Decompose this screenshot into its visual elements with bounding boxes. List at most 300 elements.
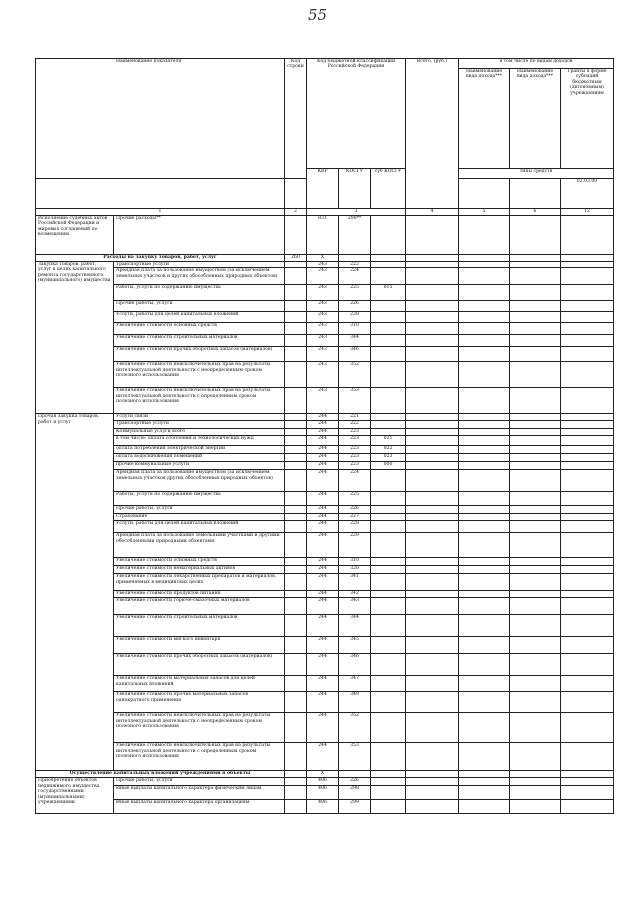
row-name: Увеличение стоимости прочих оборотных запасов (материалов) <box>114 654 285 676</box>
empty-cell <box>510 676 561 692</box>
empty-cell <box>406 637 459 654</box>
row-name: Увеличение стоимости материальных запасов для целей капитальных вложений <box>114 676 285 692</box>
empty-cell <box>285 362 307 388</box>
row-kosgu: 221 <box>339 414 371 421</box>
row-kvr: 244 <box>307 591 339 598</box>
row-name: Прочие работы, услуги <box>114 301 285 312</box>
row-sub-kosgu <box>371 301 406 312</box>
empty-cell <box>459 335 510 347</box>
empty-cell <box>510 713 561 743</box>
empty-cell <box>561 778 614 786</box>
row-kosgu: 341 <box>339 574 371 591</box>
row-kosgu: 223 <box>339 446 371 454</box>
empty-cell <box>406 533 459 558</box>
table-row <box>36 454 614 462</box>
row-kvr: 244 <box>307 436 339 446</box>
table-row <box>36 285 614 301</box>
row-kvr: 244 <box>307 713 339 743</box>
empty-cell <box>510 514 561 521</box>
table-row <box>36 692 614 713</box>
row-sub-kosgu <box>371 470 406 492</box>
row-sub-kosgu <box>371 598 406 615</box>
empty-cell <box>459 462 510 470</box>
row-kvr: 243 <box>307 347 339 362</box>
empty-cell <box>285 388 307 414</box>
empty-cell <box>459 347 510 362</box>
colnum-6: 6 <box>510 209 561 216</box>
table-row <box>36 462 614 470</box>
empty-cell <box>561 421 614 429</box>
empty-cell <box>371 771 406 778</box>
empty-cell <box>459 743 510 771</box>
empty-cell <box>459 421 510 429</box>
empty-cell <box>510 421 561 429</box>
empty-cell <box>510 446 561 454</box>
empty-cell <box>510 285 561 301</box>
empty-cell <box>510 492 561 506</box>
colnum-12: 12 <box>561 209 614 216</box>
row-sub-kosgu: 015 <box>371 285 406 301</box>
empty-cell <box>285 521 307 533</box>
row-name: Увеличение стоимости строительных материалов <box>114 615 285 637</box>
empty-cell <box>285 514 307 521</box>
row-kosgu: 223 <box>339 454 371 462</box>
row-name: Транспортные услуги <box>114 262 285 268</box>
row-kosgu: 223 <box>339 462 371 470</box>
table-row <box>36 312 614 323</box>
empty-cell <box>510 654 561 676</box>
row-kvr: 244 <box>307 454 339 462</box>
empty-cell <box>459 713 510 743</box>
empty-cell <box>459 786 510 800</box>
empty-cell <box>561 743 614 771</box>
row-kvr: 244 <box>307 692 339 713</box>
row-kvr: 244 <box>307 533 339 558</box>
empty-cell <box>285 598 307 615</box>
row-name: Услуги, работы для целей капитальных вложений <box>114 521 285 533</box>
row-name: Страхование <box>114 514 285 521</box>
row-name: Увеличение стоимости горюче-смазочных материалов <box>114 598 285 615</box>
budget-table <box>35 58 614 814</box>
empty-cell <box>406 800 459 814</box>
empty-cell <box>285 429 307 436</box>
empty-cell <box>406 414 459 421</box>
row-kosgu: 346 <box>339 347 371 362</box>
empty-cell <box>406 255 459 262</box>
empty-cell <box>561 637 614 654</box>
table-row <box>36 436 614 446</box>
empty-cell <box>561 414 614 421</box>
row-kosgu: 298 <box>339 786 371 800</box>
row-kosgu: 224 <box>339 268 371 285</box>
empty-cell <box>406 362 459 388</box>
row-kvr: 243 <box>307 323 339 335</box>
empty-cell <box>561 615 614 637</box>
row-kosgu: 225 <box>339 285 371 301</box>
empty-cell <box>510 470 561 492</box>
page-number: 55 <box>308 6 328 24</box>
empty-cell <box>459 654 510 676</box>
empty-cell <box>406 470 459 492</box>
section-label: Приобретение объектов недвижимого имущества государственными (муниципальными) учреждениями <box>36 778 114 814</box>
header-kvr: КВР <box>307 169 339 209</box>
empty-cell <box>285 323 307 335</box>
empty-cell <box>406 778 459 786</box>
empty-cell <box>510 558 561 566</box>
row-kosgu: 226 <box>339 301 371 312</box>
row-sub-kosgu <box>371 591 406 598</box>
empty-cell <box>406 454 459 462</box>
row-sub-kosgu <box>371 676 406 692</box>
empty-cell <box>561 521 614 533</box>
empty-cell <box>561 598 614 615</box>
row-name: оплата водоснабжения помещений <box>114 454 285 462</box>
empty-cell <box>561 514 614 521</box>
empty-cell <box>285 506 307 514</box>
row-name: Увеличение стоимости продуктов питания <box>114 591 285 598</box>
row-kvr: 244 <box>307 414 339 421</box>
row-name: Увеличение стоимости мягкого инвентаря <box>114 637 285 654</box>
header-bcc: Код бюджетной классификации Российской Федерации <box>307 59 406 169</box>
row-sub-kosgu <box>371 574 406 591</box>
row-kvr: 244 <box>307 654 339 676</box>
empty-cell <box>561 323 614 335</box>
empty-cell <box>459 436 510 446</box>
row-sub-kosgu <box>371 506 406 514</box>
empty-cell <box>459 429 510 436</box>
section-label: Закупка товаров, работ, услуг в целях капитального ремонта государственного (муниципального) имущества <box>36 262 114 414</box>
empty-cell <box>510 462 561 470</box>
empty-cell <box>406 521 459 533</box>
empty-cell <box>285 285 307 301</box>
purchase-title: Расходы на закупку товаров, работ, услуг <box>36 255 285 262</box>
empty-cell <box>285 414 307 421</box>
empty-cell <box>510 255 561 262</box>
empty-cell <box>561 301 614 312</box>
empty-cell <box>459 492 510 506</box>
empty-cell <box>510 388 561 414</box>
row-kosgu: 353 <box>339 388 371 414</box>
empty-cell <box>285 216 307 255</box>
empty-cell <box>561 255 614 262</box>
empty-cell <box>285 462 307 470</box>
empty-cell <box>285 676 307 692</box>
empty-cell <box>459 637 510 654</box>
empty-cell <box>561 558 614 566</box>
row-kvr: 244 <box>307 598 339 615</box>
empty-cell <box>510 591 561 598</box>
empty-cell <box>510 637 561 654</box>
empty-cell <box>510 521 561 533</box>
empty-cell <box>406 421 459 429</box>
empty-cell <box>459 566 510 574</box>
empty-cell <box>510 429 561 436</box>
empty-cell <box>285 301 307 312</box>
empty-cell <box>459 778 510 786</box>
empty-cell <box>285 574 307 591</box>
empty-cell <box>285 268 307 285</box>
purchase-code: 260 <box>285 255 307 262</box>
table-row <box>36 637 614 654</box>
row-name: Коммунальные услуги всего <box>114 429 285 436</box>
table-row <box>36 574 614 591</box>
empty-cell <box>285 312 307 323</box>
empty-cell <box>459 771 510 778</box>
row-sub-kosgu <box>371 362 406 388</box>
row-name: оплата потребления электрической энергии <box>114 446 285 454</box>
row-kosgu: 343 <box>339 598 371 615</box>
empty-cell <box>561 506 614 514</box>
empty-cell <box>561 470 614 492</box>
row-kosgu: 352 <box>339 713 371 743</box>
empty-cell <box>406 713 459 743</box>
investment-kvr: X <box>307 771 339 778</box>
table-row <box>36 268 614 285</box>
empty-cell <box>561 462 614 470</box>
empty-cell <box>561 335 614 347</box>
header-name: Наименование показателя <box>36 59 285 179</box>
empty-cell <box>406 692 459 713</box>
empty-cell <box>561 216 614 255</box>
empty-cell <box>459 558 510 566</box>
empty-cell <box>561 713 614 743</box>
colnum-5: 5 <box>459 209 510 216</box>
empty-cell <box>510 506 561 514</box>
header-code: Код строки <box>285 59 307 179</box>
row-kosgu: 222 <box>339 262 371 268</box>
row-name: Увеличение стоимости неисключительных прав на результаты интеллектуальной деятельности с неопределенным сроком полезного использования <box>114 713 285 743</box>
row-name: Арендная плата за пользование имуществом (за исключением земельных участков других обособленных природных объектов) <box>114 470 285 492</box>
row-kvr: 243 <box>307 285 339 301</box>
row-kosgu: 344 <box>339 335 371 347</box>
row-kvr: 244 <box>307 506 339 514</box>
header-total: Всего, (руб.) <box>406 59 459 209</box>
section-row-investment <box>36 771 614 778</box>
header-fund-types: типы средств <box>459 169 614 179</box>
empty-cell <box>561 454 614 462</box>
empty-cell <box>459 268 510 285</box>
empty-cell <box>406 492 459 506</box>
empty-cell <box>561 654 614 676</box>
row-kvr: 244 <box>307 676 339 692</box>
colnum-3: 3 <box>307 209 406 216</box>
empty-cell <box>561 786 614 800</box>
empty-cell <box>285 771 307 778</box>
empty-cell <box>510 533 561 558</box>
empty-cell <box>510 771 561 778</box>
empty-cell <box>510 786 561 800</box>
row-sub-kosgu <box>371 421 406 429</box>
empty-cell <box>406 514 459 521</box>
row-kvr: 244 <box>307 470 339 492</box>
empty-cell <box>459 285 510 301</box>
empty-cell <box>285 713 307 743</box>
row-kvr: 244 <box>307 566 339 574</box>
table-row <box>36 514 614 521</box>
empty-cell <box>459 255 510 262</box>
empty-cell <box>510 436 561 446</box>
row-name: Услуги связи <box>114 414 285 421</box>
empty-cell <box>510 216 561 255</box>
empty-cell <box>510 778 561 786</box>
empty-cell <box>285 421 307 429</box>
row-kosgu: 228 <box>339 521 371 533</box>
table-row <box>36 216 614 255</box>
table-row <box>36 778 614 786</box>
empty-cell <box>459 446 510 454</box>
table-row <box>36 323 614 335</box>
empty-cell <box>459 388 510 414</box>
row-kvr: 406 <box>307 800 339 814</box>
table-row <box>36 388 614 414</box>
row-name: Увеличение стоимости строительных материалов <box>114 335 285 347</box>
empty-cell <box>561 268 614 285</box>
empty-cell <box>510 268 561 285</box>
empty-cell <box>406 574 459 591</box>
row-kosgu: 347 <box>339 676 371 692</box>
row-name: Увеличение стоимости прочих материальных запасов однократного применения <box>114 692 285 713</box>
row-kosgu: 229 <box>339 533 371 558</box>
row-kosgu: 222 <box>339 421 371 429</box>
table-row <box>36 429 614 436</box>
row-kvr: 244 <box>307 492 339 506</box>
empty-cell <box>406 786 459 800</box>
empty-cell <box>285 470 307 492</box>
table-row <box>36 676 614 692</box>
empty-cell <box>561 800 614 814</box>
empty-cell <box>406 558 459 566</box>
row-sub-kosgu <box>371 800 406 814</box>
empty-cell <box>459 362 510 388</box>
row-kvr: 244 <box>307 743 339 771</box>
row-kosgu: 290** <box>339 216 371 255</box>
empty-cell <box>510 454 561 462</box>
row-kvr: 244 <box>307 429 339 436</box>
row-name: Увеличение стоимости основных средств <box>114 323 285 335</box>
row-sub-kosgu <box>371 692 406 713</box>
empty-cell <box>459 692 510 713</box>
row-kvr: 244 <box>307 421 339 429</box>
row-kvr: 244 <box>307 514 339 521</box>
empty-cell <box>561 285 614 301</box>
row-kvr: 244 <box>307 462 339 470</box>
empty-cell <box>561 771 614 778</box>
empty-cell <box>285 347 307 362</box>
row-kosgu: 344 <box>339 615 371 637</box>
header-fund-code: 02.03.00 <box>561 179 614 209</box>
row-kvr: 243 <box>307 312 339 323</box>
table-row <box>36 521 614 533</box>
row-sub-kosgu <box>371 268 406 285</box>
table-row <box>36 362 614 388</box>
row-name: Услуги, работы для целей капитальных вложений <box>114 312 285 323</box>
empty-cell <box>510 312 561 323</box>
row-kosgu: 299 <box>339 800 371 814</box>
row-kvr: 406 <box>307 778 339 786</box>
empty-cell <box>406 335 459 347</box>
empty-cell <box>459 615 510 637</box>
row-kosgu: 353 <box>339 743 371 771</box>
row-sub-kosgu <box>371 312 406 323</box>
row-name: Увеличение стоимости неисключительных прав на результаты интеллектуальной деятельности с определенным сроком полезного использования <box>114 743 285 771</box>
row-name: Арендная плата за пользование земельными участками и другими обособленными природными объектами <box>114 533 285 558</box>
table-row <box>36 615 614 637</box>
row-sub-kosgu <box>371 778 406 786</box>
empty-cell <box>459 676 510 692</box>
empty-cell <box>561 388 614 414</box>
table-row <box>36 743 614 771</box>
row-name: Прочие расходы** <box>114 216 285 255</box>
row-sub-kosgu <box>371 323 406 335</box>
empty-cell <box>285 743 307 771</box>
section-row-purchase <box>36 255 614 262</box>
empty-cell <box>406 312 459 323</box>
row-kosgu: 224 <box>339 470 371 492</box>
row-kosgu: 320 <box>339 566 371 574</box>
section-label: Исполнение судебных актов Российской Федерации и мировых соглашений по возмещению <box>36 216 114 255</box>
row-name: Иные выплаты капитального характера физическим лицам <box>114 786 285 800</box>
row-name: в том числе: оплата отопления и технологических нужд <box>114 436 285 446</box>
empty-cell <box>406 285 459 301</box>
empty-cell <box>510 335 561 347</box>
row-name: Увеличение стоимости лекарственных препаратов и материалов, применяемых в медицинских целях <box>114 574 285 591</box>
row-sub-kosgu <box>371 558 406 566</box>
empty-cell <box>285 786 307 800</box>
empty-cell <box>459 323 510 335</box>
empty-cell <box>285 692 307 713</box>
row-name: Увеличение стоимости нематериальных активов <box>114 566 285 574</box>
empty-cell <box>459 598 510 615</box>
empty-cell <box>561 574 614 591</box>
table-row <box>36 506 614 514</box>
table-row <box>36 598 614 615</box>
table-row <box>36 713 614 743</box>
row-kosgu: 226 <box>339 506 371 514</box>
empty-cell <box>561 566 614 574</box>
row-kvr: 243 <box>307 268 339 285</box>
empty-cell <box>459 506 510 514</box>
row-sub-kosgu: 000 <box>371 462 406 470</box>
table-row <box>36 301 614 312</box>
empty-cell <box>459 312 510 323</box>
empty-cell <box>406 462 459 470</box>
row-kvr: 243 <box>307 301 339 312</box>
empty-cell <box>285 778 307 786</box>
row-kvr: 406 <box>307 786 339 800</box>
row-name: Увеличение стоимости прочих оборотных запасов (материалов) <box>114 347 285 362</box>
empty-cell <box>561 347 614 362</box>
row-kvr: 244 <box>307 558 339 566</box>
empty-cell <box>561 429 614 436</box>
empty-cell <box>406 216 459 255</box>
row-sub-kosgu <box>371 654 406 676</box>
empty-cell <box>561 446 614 454</box>
empty-cell <box>339 771 371 778</box>
row-name: Прочие работы, услуги <box>114 506 285 514</box>
empty-cell <box>406 323 459 335</box>
empty-cell <box>406 436 459 446</box>
row-kosgu: 310 <box>339 558 371 566</box>
empty-cell <box>459 414 510 421</box>
empty-cell <box>406 347 459 362</box>
table-row <box>36 470 614 492</box>
empty-cell <box>459 574 510 591</box>
row-kvr: 243 <box>307 262 339 268</box>
row-sub-kosgu <box>371 637 406 654</box>
row-kvr: 244 <box>307 446 339 454</box>
row-kosgu: 225 <box>339 492 371 506</box>
empty-cell <box>510 323 561 335</box>
